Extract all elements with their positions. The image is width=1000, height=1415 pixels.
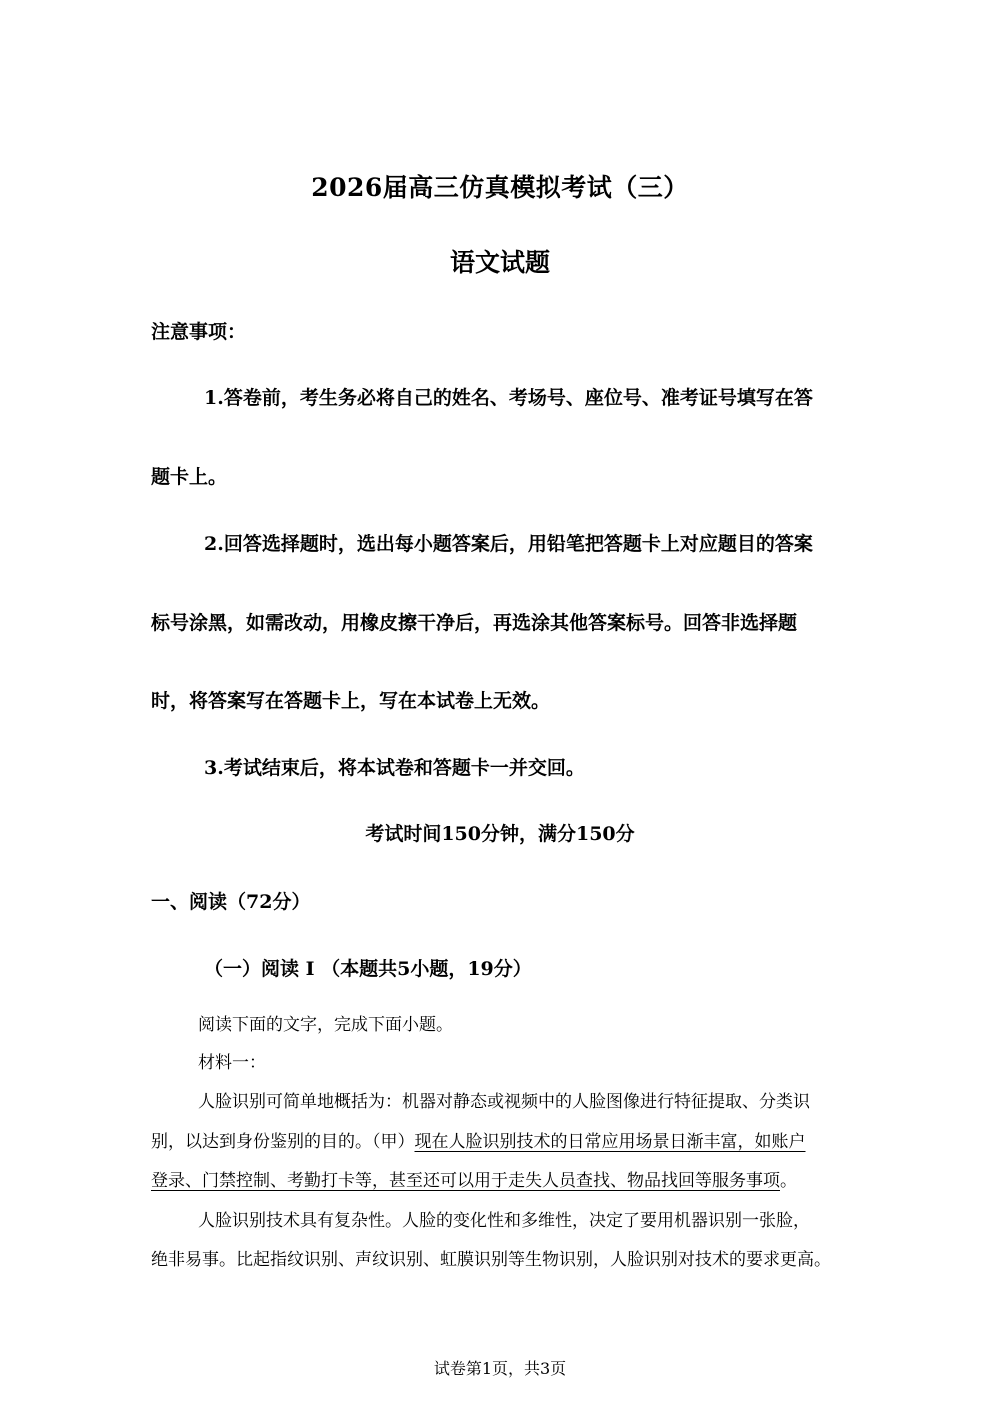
notice-line: 2.回答选择题时，选出每小题答案后，用铅笔把答题卡上对应题目的答案 — [204, 533, 813, 555]
paragraph-line — [151, 1166, 797, 1191]
page-footer: 试卷第1页，共3页 — [433, 1359, 567, 1378]
notice-line: 标号涂黑，如需改动，用橡皮擦干净后，再选涂其他答案标号。回答非选择题 — [151, 612, 798, 634]
notice-line: 时，将答案写在答题卡上，写在本试卷上无效。 — [151, 690, 551, 712]
exam-subject: 语文试题 — [449, 248, 550, 277]
material-label: 材料一： — [198, 1053, 266, 1073]
notice-line: 1.答卷前，考生务必将自己的姓名、考场号、座位号、准考证号填写在答 — [204, 387, 813, 409]
paragraph-line: 人脸识别技术具有复杂性。人脸的变化性和多维性，决定了要用机器识别一张脸， — [198, 1211, 810, 1231]
section-title: 一、阅读（72分） — [151, 891, 311, 913]
paragraph-line: 人脸识别可简单地概括为：机器对静态或视频中的人脸图像进行特征提取、分类识 — [198, 1092, 810, 1112]
underlined-passage-jia: 登录、门禁控制、考勤打卡等，甚至还可以用于走失人员查找、物品找回等服务事项 — [151, 1171, 780, 1191]
notice-line: 题卡上。 — [151, 466, 228, 488]
exam-time-info: 考试时间150分钟，满分150分 — [365, 823, 635, 845]
reading-instruction: 阅读下面的文字，完成下面小题。 — [198, 1015, 453, 1035]
paragraph-text: 。 — [780, 1171, 797, 1191]
subsection-title: （一）阅读 I （本题共5小题，19分） — [204, 958, 532, 980]
paragraph-text: 别，以达到身份鉴别的目的。（甲） — [151, 1132, 415, 1152]
paragraph-line: 绝非易事。比起指纹识别、声纹识别、虹膜识别等生物识别，人脸识别对技术的要求更高。 — [151, 1250, 831, 1270]
paragraph-line — [151, 1127, 806, 1152]
notice-heading: 注意事项： — [151, 321, 247, 343]
underlined-passage-jia: 现在人脸识别技术的日常应用场景日渐丰富，如账户 — [414, 1132, 806, 1152]
exam-title: 2026届高三仿真模拟考试（三） — [311, 173, 689, 202]
notice-line: 3.考试结束后，将本试卷和答题卡一并交回。 — [204, 757, 585, 779]
